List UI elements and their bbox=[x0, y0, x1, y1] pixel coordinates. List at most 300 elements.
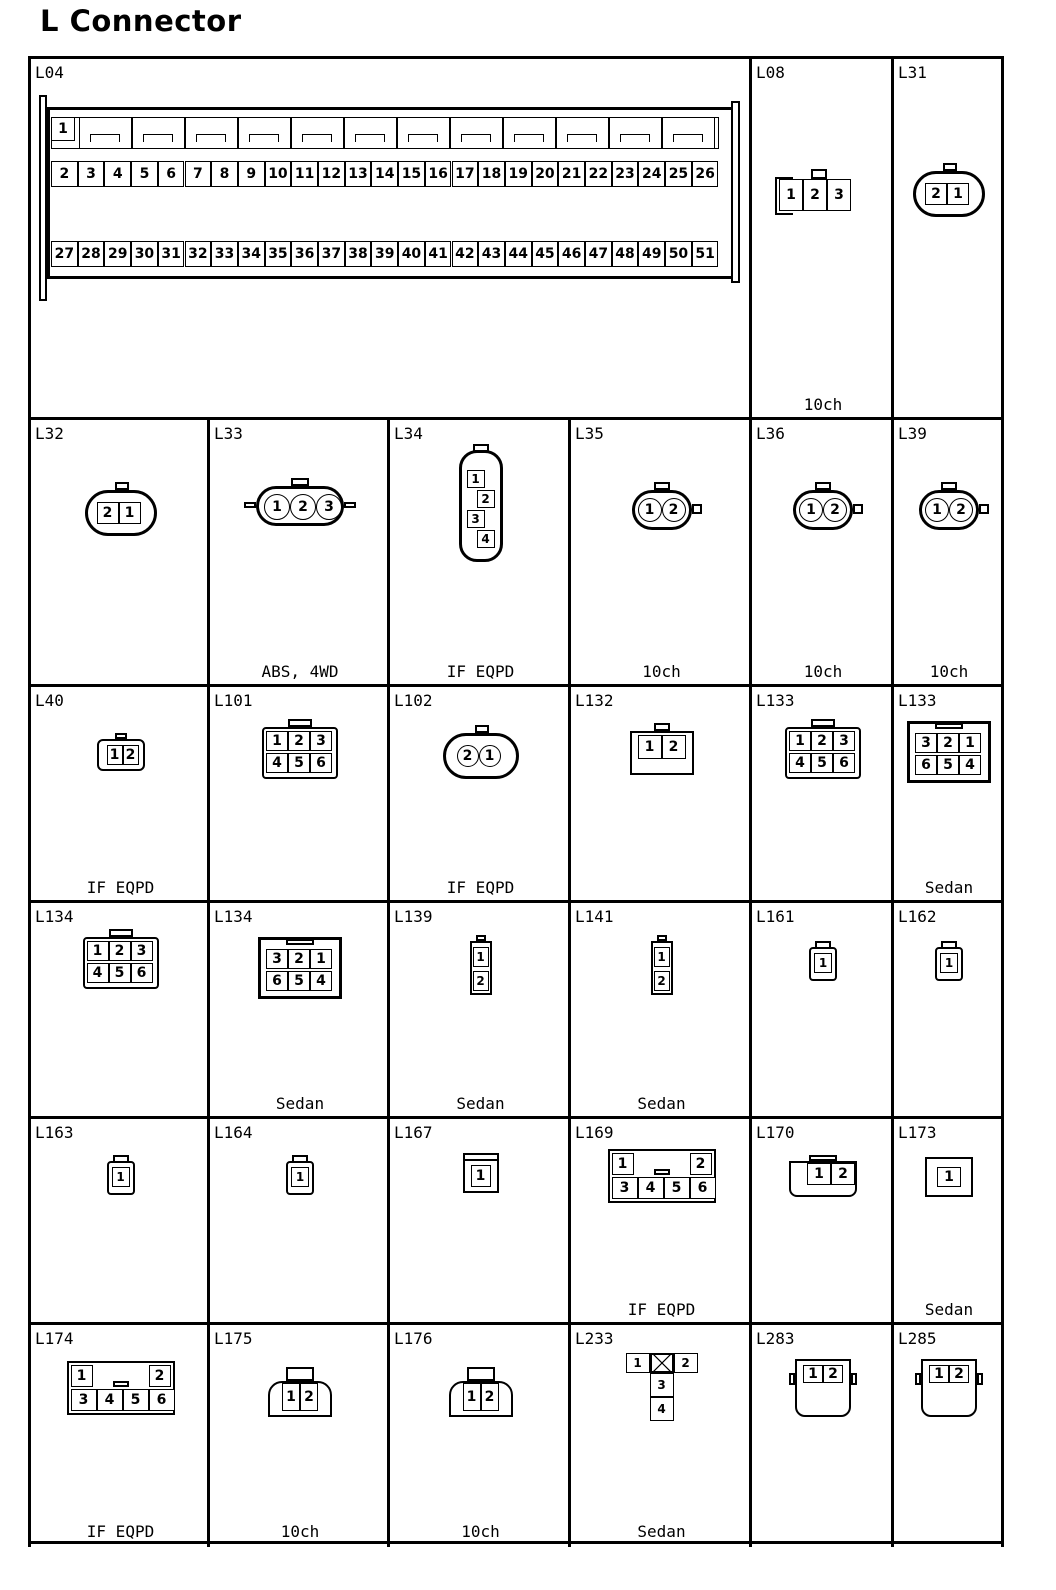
connector-diagram bbox=[31, 687, 210, 903]
connector-note: Sedan bbox=[924, 1300, 974, 1319]
connector-id: L101 bbox=[214, 691, 253, 710]
pin: 3 bbox=[316, 494, 342, 520]
tab bbox=[692, 504, 702, 514]
pin: 2 bbox=[477, 490, 495, 508]
connector-id: L40 bbox=[35, 691, 64, 710]
pin: 3 bbox=[310, 731, 332, 751]
connector-note: IF EQPD bbox=[86, 1522, 155, 1541]
connector-note: Sedan bbox=[637, 1094, 686, 1113]
connector-diagram bbox=[752, 59, 894, 420]
latch bbox=[654, 1169, 670, 1175]
pin: 2 bbox=[925, 183, 947, 205]
pin: 1 bbox=[51, 117, 75, 141]
connector-id: L162 bbox=[898, 907, 937, 926]
pin: 21 bbox=[558, 161, 585, 187]
connector-id: L133 bbox=[756, 691, 795, 710]
pin: 2 bbox=[300, 1383, 318, 1411]
connector-cell-l169 bbox=[568, 1116, 752, 1325]
pin: 1 bbox=[282, 1383, 300, 1411]
connector-id: L35 bbox=[575, 424, 604, 443]
connector-id: L163 bbox=[35, 1123, 74, 1142]
pin: 1 bbox=[264, 494, 290, 520]
latch bbox=[475, 725, 489, 733]
latch bbox=[654, 482, 670, 490]
pin: 1 bbox=[779, 179, 803, 211]
frame-right bbox=[1001, 56, 1004, 1547]
pin: 2 bbox=[473, 971, 489, 991]
connector-id: L04 bbox=[35, 63, 64, 82]
pin: 2 bbox=[51, 161, 78, 187]
connector-diagram bbox=[31, 1119, 210, 1325]
connector-cell-l39 bbox=[891, 417, 1004, 687]
connector-id: L36 bbox=[756, 424, 785, 443]
connector-id: L285 bbox=[898, 1329, 937, 1348]
pin: 16 bbox=[425, 161, 452, 187]
pin: 2 bbox=[690, 1153, 712, 1175]
tab bbox=[853, 504, 863, 514]
pin: 2 bbox=[290, 494, 316, 520]
latch bbox=[657, 935, 667, 941]
pin: 14 bbox=[371, 161, 398, 187]
latch bbox=[473, 444, 489, 452]
pin: 17 bbox=[452, 161, 479, 187]
connector-id: L283 bbox=[756, 1329, 795, 1348]
pin: 4 bbox=[638, 1177, 664, 1199]
pin: 1 bbox=[471, 1165, 491, 1187]
connector-cell-l08 bbox=[749, 56, 894, 420]
latch bbox=[811, 169, 827, 179]
pin: 4 bbox=[650, 1397, 674, 1421]
pin: 4 bbox=[477, 530, 495, 548]
connector-id: L175 bbox=[214, 1329, 253, 1348]
pin: 3 bbox=[467, 510, 485, 528]
connector-id: L32 bbox=[35, 424, 64, 443]
connector-diagram bbox=[390, 420, 571, 687]
connector-cell-l134 bbox=[28, 900, 210, 1119]
pin: 2 bbox=[949, 1365, 969, 1383]
pin: 6 bbox=[158, 161, 185, 187]
pin: 32 bbox=[185, 241, 212, 267]
pin: 2 bbox=[149, 1365, 171, 1387]
pin: 33 bbox=[211, 241, 238, 267]
tab-right bbox=[344, 502, 356, 508]
connector-cell-l134 bbox=[207, 900, 390, 1119]
latch bbox=[292, 1155, 308, 1163]
connector-note: ABS, 4WD bbox=[261, 662, 339, 681]
row-frame bbox=[51, 117, 719, 149]
pin: 15 bbox=[398, 161, 425, 187]
connector-note: 10ch bbox=[280, 1522, 320, 1541]
connector-diagram bbox=[571, 903, 752, 1119]
pin: 1 bbox=[473, 947, 489, 967]
pin: 2 bbox=[823, 498, 847, 522]
pin: 3 bbox=[266, 949, 288, 969]
connector-id: L170 bbox=[756, 1123, 795, 1142]
pin: 2 bbox=[823, 1365, 843, 1383]
pin: 6 bbox=[833, 753, 855, 773]
connector-cell-l133 bbox=[891, 684, 1004, 903]
connector-note: IF EQPD bbox=[446, 662, 515, 681]
pin: 2 bbox=[949, 498, 973, 522]
pin: 4 bbox=[87, 963, 109, 983]
connector-cell-l170 bbox=[749, 1116, 894, 1325]
connector-cell-l102 bbox=[387, 684, 571, 903]
connector-id: L08 bbox=[756, 63, 785, 82]
pin: 3 bbox=[131, 941, 153, 961]
latch bbox=[815, 941, 831, 949]
pin: 1 bbox=[479, 745, 501, 767]
connector-diagram bbox=[894, 903, 1004, 1119]
tab-left bbox=[915, 1373, 921, 1385]
connector-diagram bbox=[210, 903, 390, 1119]
pin: 42 bbox=[452, 241, 479, 267]
pin: 1 bbox=[638, 498, 662, 522]
pin: 3 bbox=[915, 733, 937, 753]
latch bbox=[115, 482, 129, 490]
pin: 1 bbox=[112, 1167, 130, 1187]
pin: 6 bbox=[266, 971, 288, 991]
connector-cell-l163 bbox=[28, 1116, 210, 1325]
pin: 3 bbox=[833, 731, 855, 751]
latch bbox=[654, 723, 670, 731]
pin: 27 bbox=[51, 241, 78, 267]
pin: 25 bbox=[665, 161, 692, 187]
connector-note: IF EQPD bbox=[86, 878, 155, 897]
pin: 1 bbox=[789, 731, 811, 751]
pin: 4 bbox=[310, 971, 332, 991]
pin: 1 bbox=[799, 498, 823, 522]
pin: 1 bbox=[937, 1167, 961, 1187]
latch bbox=[815, 482, 831, 490]
pin: 5 bbox=[664, 1177, 690, 1199]
connector-diagram bbox=[390, 1325, 571, 1547]
connector-diagram bbox=[894, 687, 1004, 903]
connector-cell-l31 bbox=[891, 56, 1004, 420]
pin: 6 bbox=[149, 1389, 175, 1411]
latch bbox=[115, 733, 127, 739]
pin: 1 bbox=[612, 1153, 634, 1175]
latch bbox=[288, 719, 312, 727]
pin: 5 bbox=[109, 963, 131, 983]
pin: 2 bbox=[109, 941, 131, 961]
pin: 3 bbox=[71, 1389, 97, 1411]
pin: 1 bbox=[803, 1365, 823, 1383]
page-title: L Connector bbox=[40, 4, 242, 38]
connector-diagram bbox=[210, 420, 390, 687]
pin: 2 bbox=[831, 1163, 855, 1185]
latch bbox=[286, 1367, 314, 1381]
connector-note: Sedan bbox=[924, 878, 974, 897]
pin: 41 bbox=[425, 241, 452, 267]
latch bbox=[113, 1381, 129, 1387]
pin: 5 bbox=[288, 971, 310, 991]
pin: 20 bbox=[532, 161, 559, 187]
latch bbox=[109, 929, 133, 937]
connector-id: L176 bbox=[394, 1329, 433, 1348]
connector-id: L134 bbox=[35, 907, 74, 926]
connector-l04-diagram bbox=[37, 91, 747, 306]
pin: 2 bbox=[97, 502, 119, 524]
connector-id: L169 bbox=[575, 1123, 614, 1142]
connector-cell-l133 bbox=[749, 684, 894, 903]
connector-id: L164 bbox=[214, 1123, 253, 1142]
pin: 22 bbox=[585, 161, 612, 187]
pin: 11 bbox=[291, 161, 318, 187]
pin: 46 bbox=[558, 241, 585, 267]
connector-note: Sedan bbox=[275, 1094, 325, 1113]
connector-diagram bbox=[210, 1119, 390, 1325]
pin: 35 bbox=[265, 241, 292, 267]
connector-diagram bbox=[31, 1325, 210, 1547]
pin: 44 bbox=[505, 241, 532, 267]
connector-cell-l132 bbox=[568, 684, 752, 903]
frame-bottom bbox=[28, 1541, 1004, 1544]
pin: 10 bbox=[265, 161, 292, 187]
latch bbox=[291, 478, 309, 486]
pin: 5 bbox=[811, 753, 833, 773]
connector-note: 10ch bbox=[461, 1522, 500, 1541]
connector-diagram bbox=[390, 903, 571, 1119]
pin: 2 bbox=[457, 745, 479, 767]
connector-note: 10ch bbox=[803, 395, 843, 414]
connector-cell-l141 bbox=[568, 900, 752, 1119]
x-slot bbox=[650, 1353, 674, 1373]
connector-id: L133 bbox=[898, 691, 937, 710]
connector-cell-l36 bbox=[749, 417, 894, 687]
pin: 1 bbox=[626, 1353, 650, 1373]
connector-id: L233 bbox=[575, 1329, 614, 1348]
latch bbox=[935, 723, 963, 729]
pin: 6 bbox=[690, 1177, 716, 1199]
connector-cell-l175 bbox=[207, 1322, 390, 1547]
pin: 23 bbox=[612, 161, 639, 187]
pin: 9 bbox=[238, 161, 265, 187]
connector-diagram bbox=[894, 420, 1004, 687]
connector-diagram bbox=[31, 420, 210, 687]
pin: 3 bbox=[650, 1373, 674, 1397]
pin: 1 bbox=[291, 1167, 309, 1187]
connector-diagram bbox=[390, 687, 571, 903]
connector-cell-l285 bbox=[891, 1322, 1004, 1547]
connector-id: L39 bbox=[898, 424, 927, 443]
pin: 5 bbox=[131, 161, 158, 187]
connector-cell-l164 bbox=[207, 1116, 390, 1325]
pin: 43 bbox=[478, 241, 505, 267]
connector-diagram bbox=[571, 687, 752, 903]
connector-id: L174 bbox=[35, 1329, 74, 1348]
pin: 4 bbox=[789, 753, 811, 773]
pin: 2 bbox=[481, 1383, 499, 1411]
pin: 45 bbox=[532, 241, 559, 267]
connector-cell-l33 bbox=[207, 417, 390, 687]
connector-diagram bbox=[210, 687, 390, 903]
pin: 18 bbox=[478, 161, 505, 187]
connector-id: L161 bbox=[756, 907, 795, 926]
pin: 5 bbox=[123, 1389, 149, 1411]
pin: 26 bbox=[692, 161, 719, 187]
pin: 6 bbox=[310, 753, 332, 773]
pin: 1 bbox=[119, 502, 141, 524]
pin: 2 bbox=[803, 179, 827, 211]
pin: 1 bbox=[463, 1383, 481, 1411]
pin: 49 bbox=[638, 241, 665, 267]
pin: 19 bbox=[505, 161, 532, 187]
connector-id: L102 bbox=[394, 691, 433, 710]
connector-diagram bbox=[390, 1119, 571, 1325]
connector-cell-l139 bbox=[387, 900, 571, 1119]
pin: 2 bbox=[288, 731, 310, 751]
latch bbox=[943, 163, 957, 171]
pin: 4 bbox=[97, 1389, 123, 1411]
connector-cell-l101 bbox=[207, 684, 390, 903]
connector-cell-l176 bbox=[387, 1322, 571, 1547]
connector-diagram bbox=[571, 420, 752, 687]
pin: 3 bbox=[78, 161, 105, 187]
connector-id: L33 bbox=[214, 424, 243, 443]
pin: 2 bbox=[662, 498, 686, 522]
connector-cell-l283 bbox=[749, 1322, 894, 1547]
connector-diagram bbox=[752, 903, 894, 1119]
connector-note: IF EQPD bbox=[446, 878, 515, 897]
latch bbox=[476, 935, 486, 941]
pin: 1 bbox=[947, 183, 969, 205]
pin: 39 bbox=[371, 241, 398, 267]
pin: 1 bbox=[310, 949, 332, 969]
pin: 6 bbox=[915, 755, 937, 775]
connector-grid bbox=[28, 56, 1004, 1544]
pin: 13 bbox=[345, 161, 372, 187]
connector-id: L139 bbox=[394, 907, 433, 926]
pin: 8 bbox=[211, 161, 238, 187]
pin: 2 bbox=[654, 971, 670, 991]
connector-id: L134 bbox=[214, 907, 253, 926]
pin: 4 bbox=[959, 755, 981, 775]
latch bbox=[463, 1153, 499, 1161]
connector-diagram bbox=[894, 59, 1004, 420]
tab bbox=[979, 504, 989, 514]
connector-id: L34 bbox=[394, 424, 423, 443]
pin: 50 bbox=[665, 241, 692, 267]
pin: 4 bbox=[104, 161, 131, 187]
connector-id: L173 bbox=[898, 1123, 937, 1142]
pin: 5 bbox=[288, 753, 310, 773]
pin: 37 bbox=[318, 241, 345, 267]
connector-diagram bbox=[894, 1325, 1004, 1547]
pin: 36 bbox=[291, 241, 318, 267]
pin: 28 bbox=[78, 241, 105, 267]
pin: 2 bbox=[811, 731, 833, 751]
tab-right bbox=[977, 1373, 983, 1385]
pin: 1 bbox=[814, 953, 832, 973]
latch bbox=[941, 941, 957, 949]
connector-diagram bbox=[752, 420, 894, 687]
connector-diagram bbox=[210, 1325, 390, 1547]
pin: 7 bbox=[185, 161, 212, 187]
connector-id: L141 bbox=[575, 907, 614, 926]
pin: 2 bbox=[937, 733, 959, 753]
connector-diagram bbox=[894, 1119, 1004, 1325]
pin: 29 bbox=[104, 241, 131, 267]
pin: 5 bbox=[937, 755, 959, 775]
latch bbox=[286, 939, 314, 945]
connector-diagram bbox=[752, 687, 894, 903]
pin: 1 bbox=[638, 735, 662, 759]
pin: 2 bbox=[123, 745, 139, 765]
latch bbox=[809, 1155, 837, 1161]
connector-note: 10ch bbox=[803, 662, 843, 681]
pin: 31 bbox=[158, 241, 185, 267]
pin: 38 bbox=[345, 241, 372, 267]
connector-id: L31 bbox=[898, 63, 927, 82]
pin: 24 bbox=[638, 161, 665, 187]
pin: 1 bbox=[959, 733, 981, 753]
pin: 1 bbox=[807, 1163, 831, 1185]
pin: 1 bbox=[71, 1365, 93, 1387]
pin: 4 bbox=[266, 753, 288, 773]
latch-left bbox=[39, 95, 47, 301]
pin: 40 bbox=[398, 241, 425, 267]
pin: 12 bbox=[318, 161, 345, 187]
pin: 1 bbox=[925, 498, 949, 522]
pin: 48 bbox=[612, 241, 639, 267]
tab-left bbox=[789, 1373, 795, 1385]
pin: 2 bbox=[662, 735, 686, 759]
connector-cell-l34 bbox=[387, 417, 571, 687]
pin: 2 bbox=[674, 1353, 698, 1373]
connector-cell-l40 bbox=[28, 684, 210, 903]
connector-cell-l161 bbox=[749, 900, 894, 1119]
pin: 2 bbox=[288, 949, 310, 969]
pin: 34 bbox=[238, 241, 265, 267]
pin: 1 bbox=[654, 947, 670, 967]
connector-cell-l35 bbox=[568, 417, 752, 687]
pin: 3 bbox=[612, 1177, 638, 1199]
pin: 1 bbox=[940, 953, 958, 973]
pin: 1 bbox=[929, 1365, 949, 1383]
connector-diagram bbox=[31, 903, 210, 1119]
pin: 30 bbox=[131, 241, 158, 267]
connector-note: Sedan bbox=[456, 1094, 505, 1113]
pin: 47 bbox=[585, 241, 612, 267]
tab-left bbox=[244, 502, 256, 508]
connector-note: 10ch bbox=[929, 662, 969, 681]
connector-cell-l174 bbox=[28, 1322, 210, 1547]
latch bbox=[811, 719, 835, 727]
pin: 51 bbox=[692, 241, 719, 267]
connector-cell-l233 bbox=[568, 1322, 752, 1547]
connector-cell-l167 bbox=[387, 1116, 571, 1325]
tab-right bbox=[851, 1373, 857, 1385]
connector-id: L132 bbox=[575, 691, 614, 710]
pin: 1 bbox=[87, 941, 109, 961]
connector-note: IF EQPD bbox=[627, 1300, 696, 1319]
connector-note: 10ch bbox=[642, 662, 681, 681]
latch bbox=[467, 1367, 495, 1381]
pin: 1 bbox=[107, 745, 123, 765]
pin: 6 bbox=[131, 963, 153, 983]
connector-cell-l162 bbox=[891, 900, 1004, 1119]
connector-diagram bbox=[752, 1119, 894, 1325]
latch-right bbox=[731, 101, 740, 283]
pin: 3 bbox=[827, 179, 851, 211]
connector-cell-l04 bbox=[28, 56, 749, 417]
pin: 1 bbox=[467, 470, 485, 488]
connector-id: L167 bbox=[394, 1123, 433, 1142]
pin: 1 bbox=[266, 731, 288, 751]
connector-diagram bbox=[752, 1325, 894, 1547]
connector-diagram bbox=[571, 1119, 752, 1325]
connector-cell-l173 bbox=[891, 1116, 1004, 1325]
